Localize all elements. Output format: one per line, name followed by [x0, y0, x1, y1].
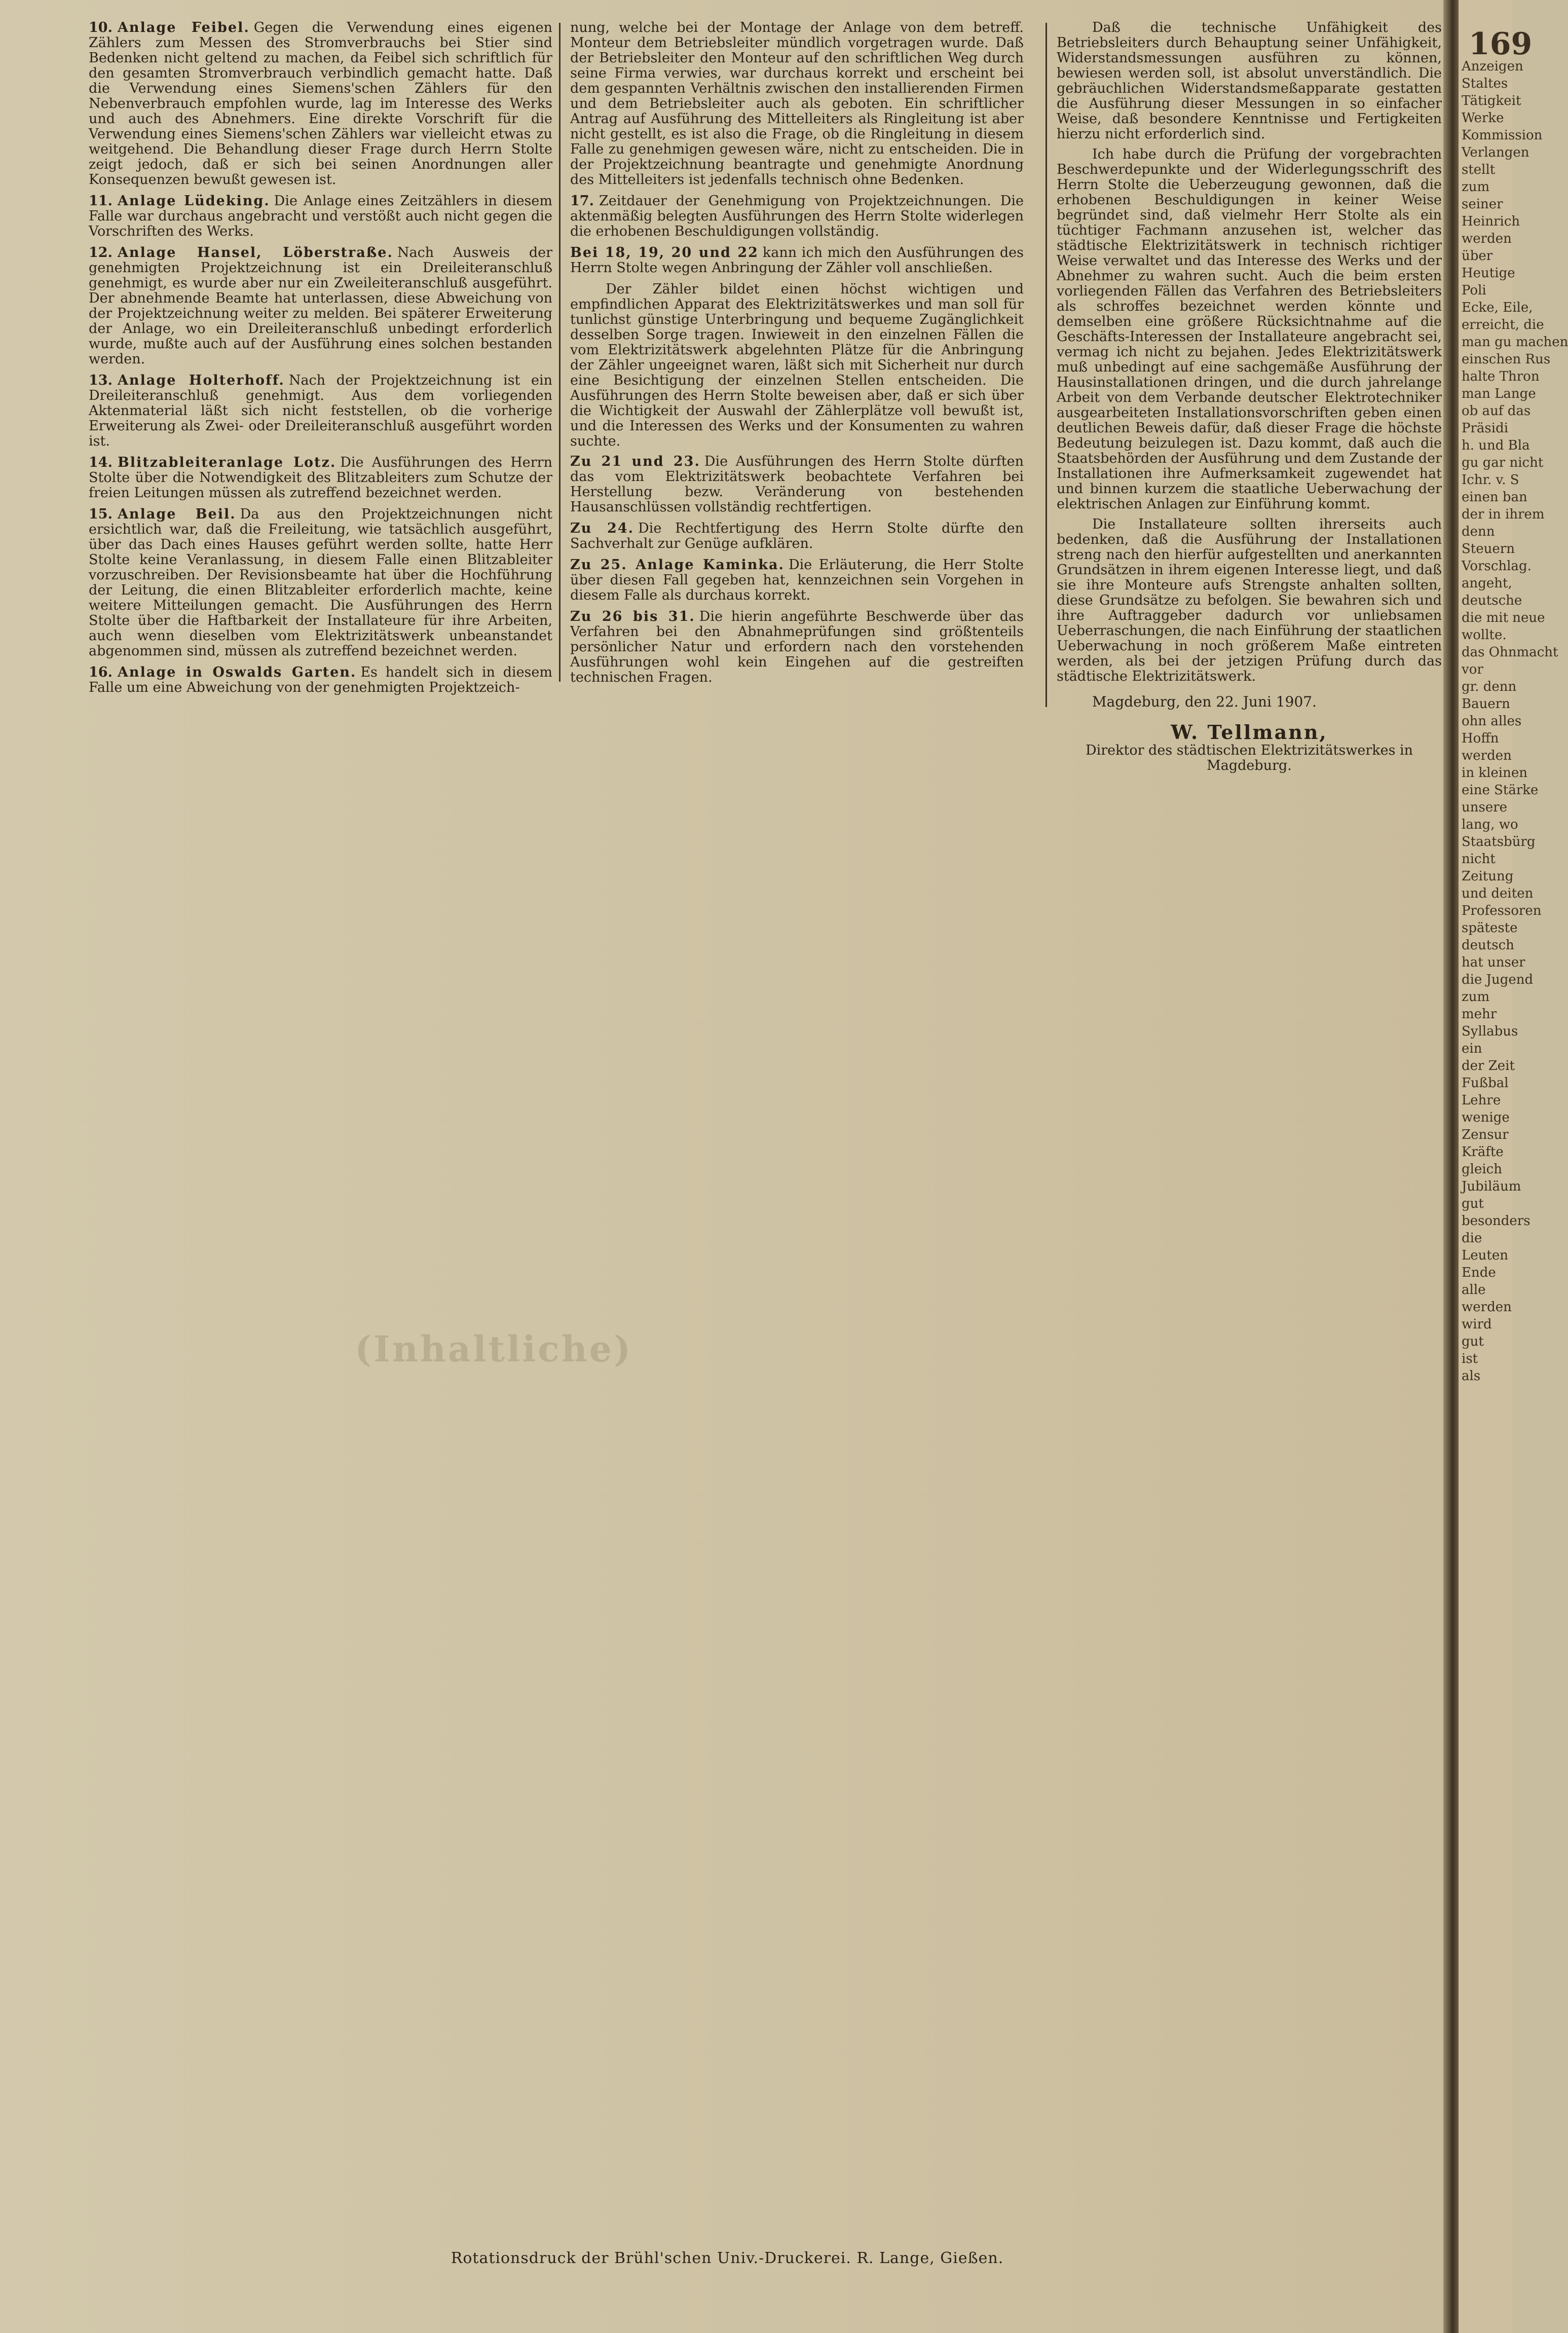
text-fragment: Fußbal	[1462, 1076, 1509, 1091]
text-fragment: Präsidi	[1462, 421, 1509, 436]
text-fragment: Staltes	[1462, 76, 1508, 91]
text-fragment: Steuern	[1462, 541, 1515, 557]
entry-13: 13. Anlage Holterhoff. Nach der Projektzeichnung ist ein Dreileiteranschluß genehmigt. Aus dem vorliegenden Aktenmaterial läßt sich nicht feststellen, ob die vorherige Erweiterung als Zwei- oder Dreileiteranschluß ausgeführt worden ist.	[89, 373, 552, 449]
bleed-through-heading: (Inhaltliche)	[355, 1328, 633, 1370]
text-fragment: die	[1462, 1231, 1482, 1246]
text-fragment: Bauern	[1462, 696, 1510, 712]
text-fragment: deutsche	[1462, 593, 1522, 608]
text-fragment: nicht	[1462, 851, 1496, 867]
text-fragment: man gu machen	[1462, 335, 1568, 350]
text-fragment: einen ban	[1462, 490, 1527, 505]
text-fragment: Poli	[1462, 283, 1486, 298]
text-fragment: gleich	[1462, 1162, 1502, 1177]
text-fragment: wollte.	[1462, 627, 1507, 643]
text-fragment: Staatsbürg	[1462, 834, 1536, 849]
text-fragment: mehr	[1462, 1007, 1497, 1022]
text-fragment: die Jugend	[1462, 972, 1534, 987]
adjacent-page-fragments	[1459, 58, 1568, 1385]
paragraph: Ich habe durch die Prüfung der vorgebrachten Beschwerdepunkte und der Widerlegungsschrift des Herrn Stolte die Ueberzeugung gewonnen, daß die erhobenen Beschuldigungen in keiner Weise begründet sind, daß vielmehr Herr Stolte als ein tüchtiger Fachmann anzusehen ist, welcher das städtische Elektrizitätswerk in technisch richtiger Weise verwaltet und das Interesse des Werks und der Abnehmer zu wahren sucht. Auch die beim ersten vorliegenden Fällen das Verfahren des Betriebsleiters als schroffes bezeichnet werden könnte und demselben eine größere Rücksichtnahme auf die Geschäfts-Interessen der Installateure angebracht sei, vermag ich nicht zu bejahen. Jedes Elektrizitätswerk muß unbedingt auf eine sachgemäße Ausführung der Hausinstallationen dringen, und die durch jahrelange Arbeit von dem Verbande deutscher Elektrotechniker ausgearbeiteten Installationsvorschriften geben einen deutlichen Beweis dafür, daß dieser Frage die höchste Bedeutung beizulegen ist. Dazu kommt, daß auch die Staatsbehörden der Ausführung und dem Zustande der Installationen ihre Aufmerksamkeit zugewendet hat und binnen kurzem die staatliche Ueberwachung der elektrischen Anlagen zur Einführung kommt.	[1057, 146, 1442, 512]
text-fragment: gut	[1462, 1196, 1484, 1211]
text-fragment: das Ohnmacht	[1462, 645, 1558, 660]
column-rule-1	[559, 23, 561, 682]
column-middle	[570, 20, 1024, 691]
paragraph: Daß die technische Unfähigkeit des Betriebsleiters durch Behauptung seiner Unfähigkeit, Widerstandsmessungen ausführen zu können, bewiesen werden soll, ist absolut unverständlich. Die gebräuchlichen Widerstandsmeßapparate gestatten die Ausführung dieser Messungen in so einfacher Weise, daß besondere Kenntnisse und Fertigkeiten hierzu nicht erforderlich sind.	[1057, 20, 1442, 142]
text-fragment: stellt	[1462, 162, 1496, 177]
entry-26-31: Zu 26 bis 31. Die hierin angeführte Beschwerde über das Verfahren bei den Abnahmeprüfungen sind größtenteils persönlicher Natur und erfordern nach den vorstehenden Ausführungen wohl kein Eingehen auf die gestreiften technischen Fragen.	[570, 609, 1024, 685]
text-fragment: Professoren	[1462, 903, 1542, 918]
text-fragment: Heutige	[1462, 266, 1515, 281]
text-fragment: Tätigkeit	[1462, 93, 1521, 108]
text-fragment: Ecke, Eile,	[1462, 300, 1533, 315]
column-left	[89, 20, 552, 701]
text-fragment: Lehre	[1462, 1093, 1501, 1108]
entry-16: 16. Anlage in Oswalds Garten. Es handelt sich in diesem Falle um eine Abweichung von der genehmigten Projektzeich-	[89, 664, 552, 695]
entry-18-22: Bei 18, 19, 20 und 22 kann ich mich den Ausführungen des Herrn Stolte wegen Anbringung der Zähler voll anschließen.	[570, 245, 1024, 276]
text-fragment: seiner	[1462, 197, 1503, 212]
text-fragment: zum	[1462, 179, 1490, 195]
book-gutter	[1443, 0, 1459, 2333]
text-fragment: ist	[1462, 1351, 1478, 1366]
entry-16-continued: nung, welche bei der Montage der Anlage von dem betreff. Monteur dem Betriebsleiter mündlich vorgetragen wurde. Daß der Betriebsleiter den Monteur auf den schriftlichen Weg durch seine Firma verwies, war durchaus korrekt und erscheint bei dem gespannten Verhältnis zwischen den installierenden Firmen und dem Betriebsleiter auch als geboten. Ein schriftlicher Antrag auf Ausführung des Mittelleiters als Ringleitung ist aber nicht gestellt, es ist also die Frage, ob die Ringleitung in diesem Falle zu genehmigen gewesen wäre, nicht zu entscheiden. Die in der Projektzeichnung beantragte und genehmigte Anordnung des Mittelleiters ist jedenfalls technisch ohne Bedenken.	[570, 20, 1024, 188]
text-fragment: gr. denn	[1462, 679, 1517, 694]
entry-10: 10. Anlage Feibel. Gegen die Verwendung eines eigenen Zählers zum Messen des Stromverbrauchs bei Stier sind Bedenken nicht geltend zu machen, da Feibel sich schriftlich für den gesamten Stromverbrauch verbindlich gemacht hatte. Daß die Verwendung eines Siemens'schen Zählers für den Nebenverbrauch empfohlen wurde, lag im Interesse des Werks und auch des Abnehmers. Eine direkte Vorschrift für die Verwendung eines Siemens'schen Zählers war vielleicht etwas zu weitgehend. Die Behandlung dieser Frage durch Herrn Stolte zeigt jedoch, daß er sich bei seinen Anordnungen aller Konsequenzen bewußt gewesen ist.	[89, 20, 552, 188]
text-fragment: zum	[1462, 989, 1490, 1005]
text-fragment: werden	[1462, 1300, 1512, 1315]
text-fragment: werden	[1462, 231, 1512, 246]
text-fragment: ein	[1462, 1041, 1482, 1056]
text-fragment: gut	[1462, 1334, 1484, 1349]
entry-21-23: Zu 21 und 23. Die Ausführungen des Herrn Stolte dürften das vom Elektrizitätswerk beobachtete Verfahren bei Herstellung bezw. Veränderung von bestehenden Hausanschlüssen vollständig rechtfertigen.	[570, 454, 1024, 515]
text-fragment: wird	[1462, 1317, 1492, 1332]
adjacent-page-edge	[1459, 0, 1568, 2333]
text-fragment: über	[1462, 248, 1493, 264]
text-fragment: in kleinen	[1462, 765, 1527, 781]
text-fragment: Anzeigen	[1462, 59, 1523, 74]
text-fragment: Leuten	[1462, 1248, 1508, 1263]
text-fragment: der Zeit	[1462, 1058, 1515, 1073]
entry-24: Zu 24. Die Rechtfertigung des Herrn Stolte dürfte den Sachverhalt zur Genüge aufklären.	[570, 521, 1024, 551]
text-fragment: Zeitung	[1462, 869, 1514, 884]
text-fragment: der in ihrem	[1462, 507, 1545, 522]
text-fragment: werden	[1462, 748, 1512, 763]
text-fragment: wenige	[1462, 1110, 1510, 1125]
text-fragment: unsere	[1462, 800, 1508, 815]
signature-title: Direktor des städtischen Elektrizitätswerkes in Magdeburg.	[1085, 743, 1413, 773]
page-number: 169	[1469, 26, 1533, 62]
entry-11: 11. Anlage Lüdeking. Die Anlage eines Zeitzählers in diesem Falle war durchaus angebracht und verstößt auch nicht gegen die Vorschriften des Werks.	[89, 193, 552, 239]
printer-imprint: Rotationsdruck der Brühl'schen Univ.-Druckerei. R. Lange, Gießen.	[451, 2249, 1004, 2267]
text-fragment: eine Stärke	[1462, 783, 1539, 798]
text-fragment: Ichr. v. S	[1462, 472, 1519, 488]
column-right	[1057, 20, 1442, 773]
text-fragment: Heinrich	[1462, 214, 1520, 229]
text-fragment: ob auf das	[1462, 403, 1531, 419]
signature-name: W. Tellmann,	[1171, 721, 1328, 744]
entry-meter-paragraph: Der Zähler bildet einen höchst wichtigen und empfindlichen Apparat des Elektrizitätswerkes und man soll für tunlichst günstige Unterbringung und bequeme Zugänglichkeit desselben Sorge tragen. Inwieweit in den einzelnen Fällen die vom Elektrizitätswerk abgelehnten Plätze für die Anbringung der Zähler ungeeignet waren, läßt sich mit Sicherheit nur durch eine Besichtigung der einzelnen Stellen entscheiden. Die Ausführungen des Herrn Stolte beweisen aber, daß er sich über die Wichtigkeit der Auswahl der Zählerplätze voll bewußt ist, und die Interessen des Werks und der Konsumenten zu wahren suchte.	[570, 281, 1024, 449]
text-fragment: Werke	[1462, 110, 1504, 126]
text-fragment: Ende	[1462, 1265, 1496, 1280]
text-fragment: erreicht, die	[1462, 317, 1544, 332]
text-fragment: die mit neue	[1462, 610, 1545, 625]
column-rule-2	[1046, 23, 1047, 707]
text-fragment: Syllabus	[1462, 1024, 1518, 1039]
text-fragment: Kräfte	[1462, 1144, 1504, 1160]
text-fragment: gu gar nicht	[1462, 455, 1544, 470]
text-fragment: Vorschlag.	[1462, 559, 1532, 574]
text-fragment: Jubiläum	[1462, 1179, 1521, 1194]
text-fragment: lang, wo	[1462, 817, 1518, 832]
text-fragment: besonders	[1462, 1213, 1530, 1229]
text-fragment: späteste	[1462, 920, 1518, 936]
text-fragment: man Lange	[1462, 386, 1536, 401]
text-fragment: angeht,	[1462, 576, 1512, 591]
entry-15: 15. Anlage Beil. Da aus den Projektzeichnungen nicht ersichtlich war, daß die Freileitung, wie tatsächlich ausgeführt, über das Dach eines Hauses geführt werden sollte, hatte Herr Stolte keine Veranlassung, in diesem Falle einen Blitzableiter vorzuschreiben. Der Revisionsbeamte hat über die Hochführung der Leitung, die einen Blitzableiter erforderlich machte, keine weitere Mitteilungen gemacht. Die Ausführungen des Herrn Stolte über die Haftbarkeit der Installateure für ihre Arbeiten, auch wenn dieselben vom Elektrizitätswerk unbeanstandet abgenommen sind, müssen als zutreffend bezeichnet werden.	[89, 506, 553, 659]
text-fragment: einschen Rus	[1462, 352, 1551, 367]
text-fragment: denn	[1462, 524, 1495, 539]
entry-17: 17. Zeitdauer der Genehmigung von Projektzeichnungen. Die aktenmäßig belegten Ausführungen des Herrn Stolte widerlegen die erhobenen Beschuldigungen vollständig.	[570, 193, 1024, 239]
text-fragment: vor	[1462, 662, 1483, 677]
text-fragment: ohn alles	[1462, 714, 1522, 729]
text-fragment: als	[1462, 1368, 1481, 1384]
text-fragment: halte Thron	[1462, 369, 1540, 384]
text-fragment: Verlangen	[1462, 145, 1529, 160]
text-fragment: hat unser	[1462, 955, 1525, 970]
entry-14: 14. Blitzableiteranlage Lotz. Die Ausführungen des Herrn Stolte über die Notwendigkeit des Blitzableiters zum Schutze der freien Leitungen müssen als zutreffend bezeichnet werden.	[89, 455, 552, 501]
entry-25: Zu 25. Anlage Kaminka. Die Erläuterung, die Herr Stolte über diesen Fall gegeben hat, kennzeichnen sein Vorgehen in diesem Falle als durchaus korrekt.	[570, 557, 1024, 603]
text-fragment: Zensur	[1462, 1127, 1509, 1142]
text-fragment: deutsch	[1462, 938, 1514, 953]
dateline: Magdeburg, den 22. Juni 1907.	[1092, 693, 1317, 710]
text-fragment: Kommission	[1462, 128, 1543, 143]
text-fragment: h. und Bla	[1462, 438, 1530, 453]
text-fragment: alle	[1462, 1282, 1486, 1298]
text-fragment: und deiten	[1462, 886, 1534, 901]
text-fragment: Hoffn	[1462, 731, 1499, 746]
entry-12: 12. Anlage Hansel, Löberstraße. Nach Ausweis der genehmigten Projektzeichnung ist ein Dreileiteranschluß genehmigt, es wurde aber nur ein Zweileiteranschluß ausgeführt. Der abnehmende Beamte hat unterlassen, diese Abweichung von der Projektzeichnung weiter zu melden. Bei späterer Erweiterung der Anlage, wo ein Dreileiteranschluß unbedingt erforderlich wurde, mußte auch auf der Ausführung eines solchen bestanden werden.	[89, 245, 552, 367]
paragraph: Die Installateure sollten ihrerseits auch bedenken, daß die Ausführung der Installationen streng nach den hierfür aufgestellten und anerkannten Grundsätzen in ihrem eigenen Interesse liegt, und daß sie ihre Monteure aufs Strengste anhalten sollten, diese Grundsätze zu befolgen. Sie bewahren sich und ihre Auftraggeber dadurch vor unliebsamen Ueberraschungen, die nach Einführung der staatlichen Ueberwachung in noch größerem Maße eintreten werden, als bei der jetzigen Prüfung durch das städtische Elektrizitätswerk.	[1057, 516, 1442, 684]
